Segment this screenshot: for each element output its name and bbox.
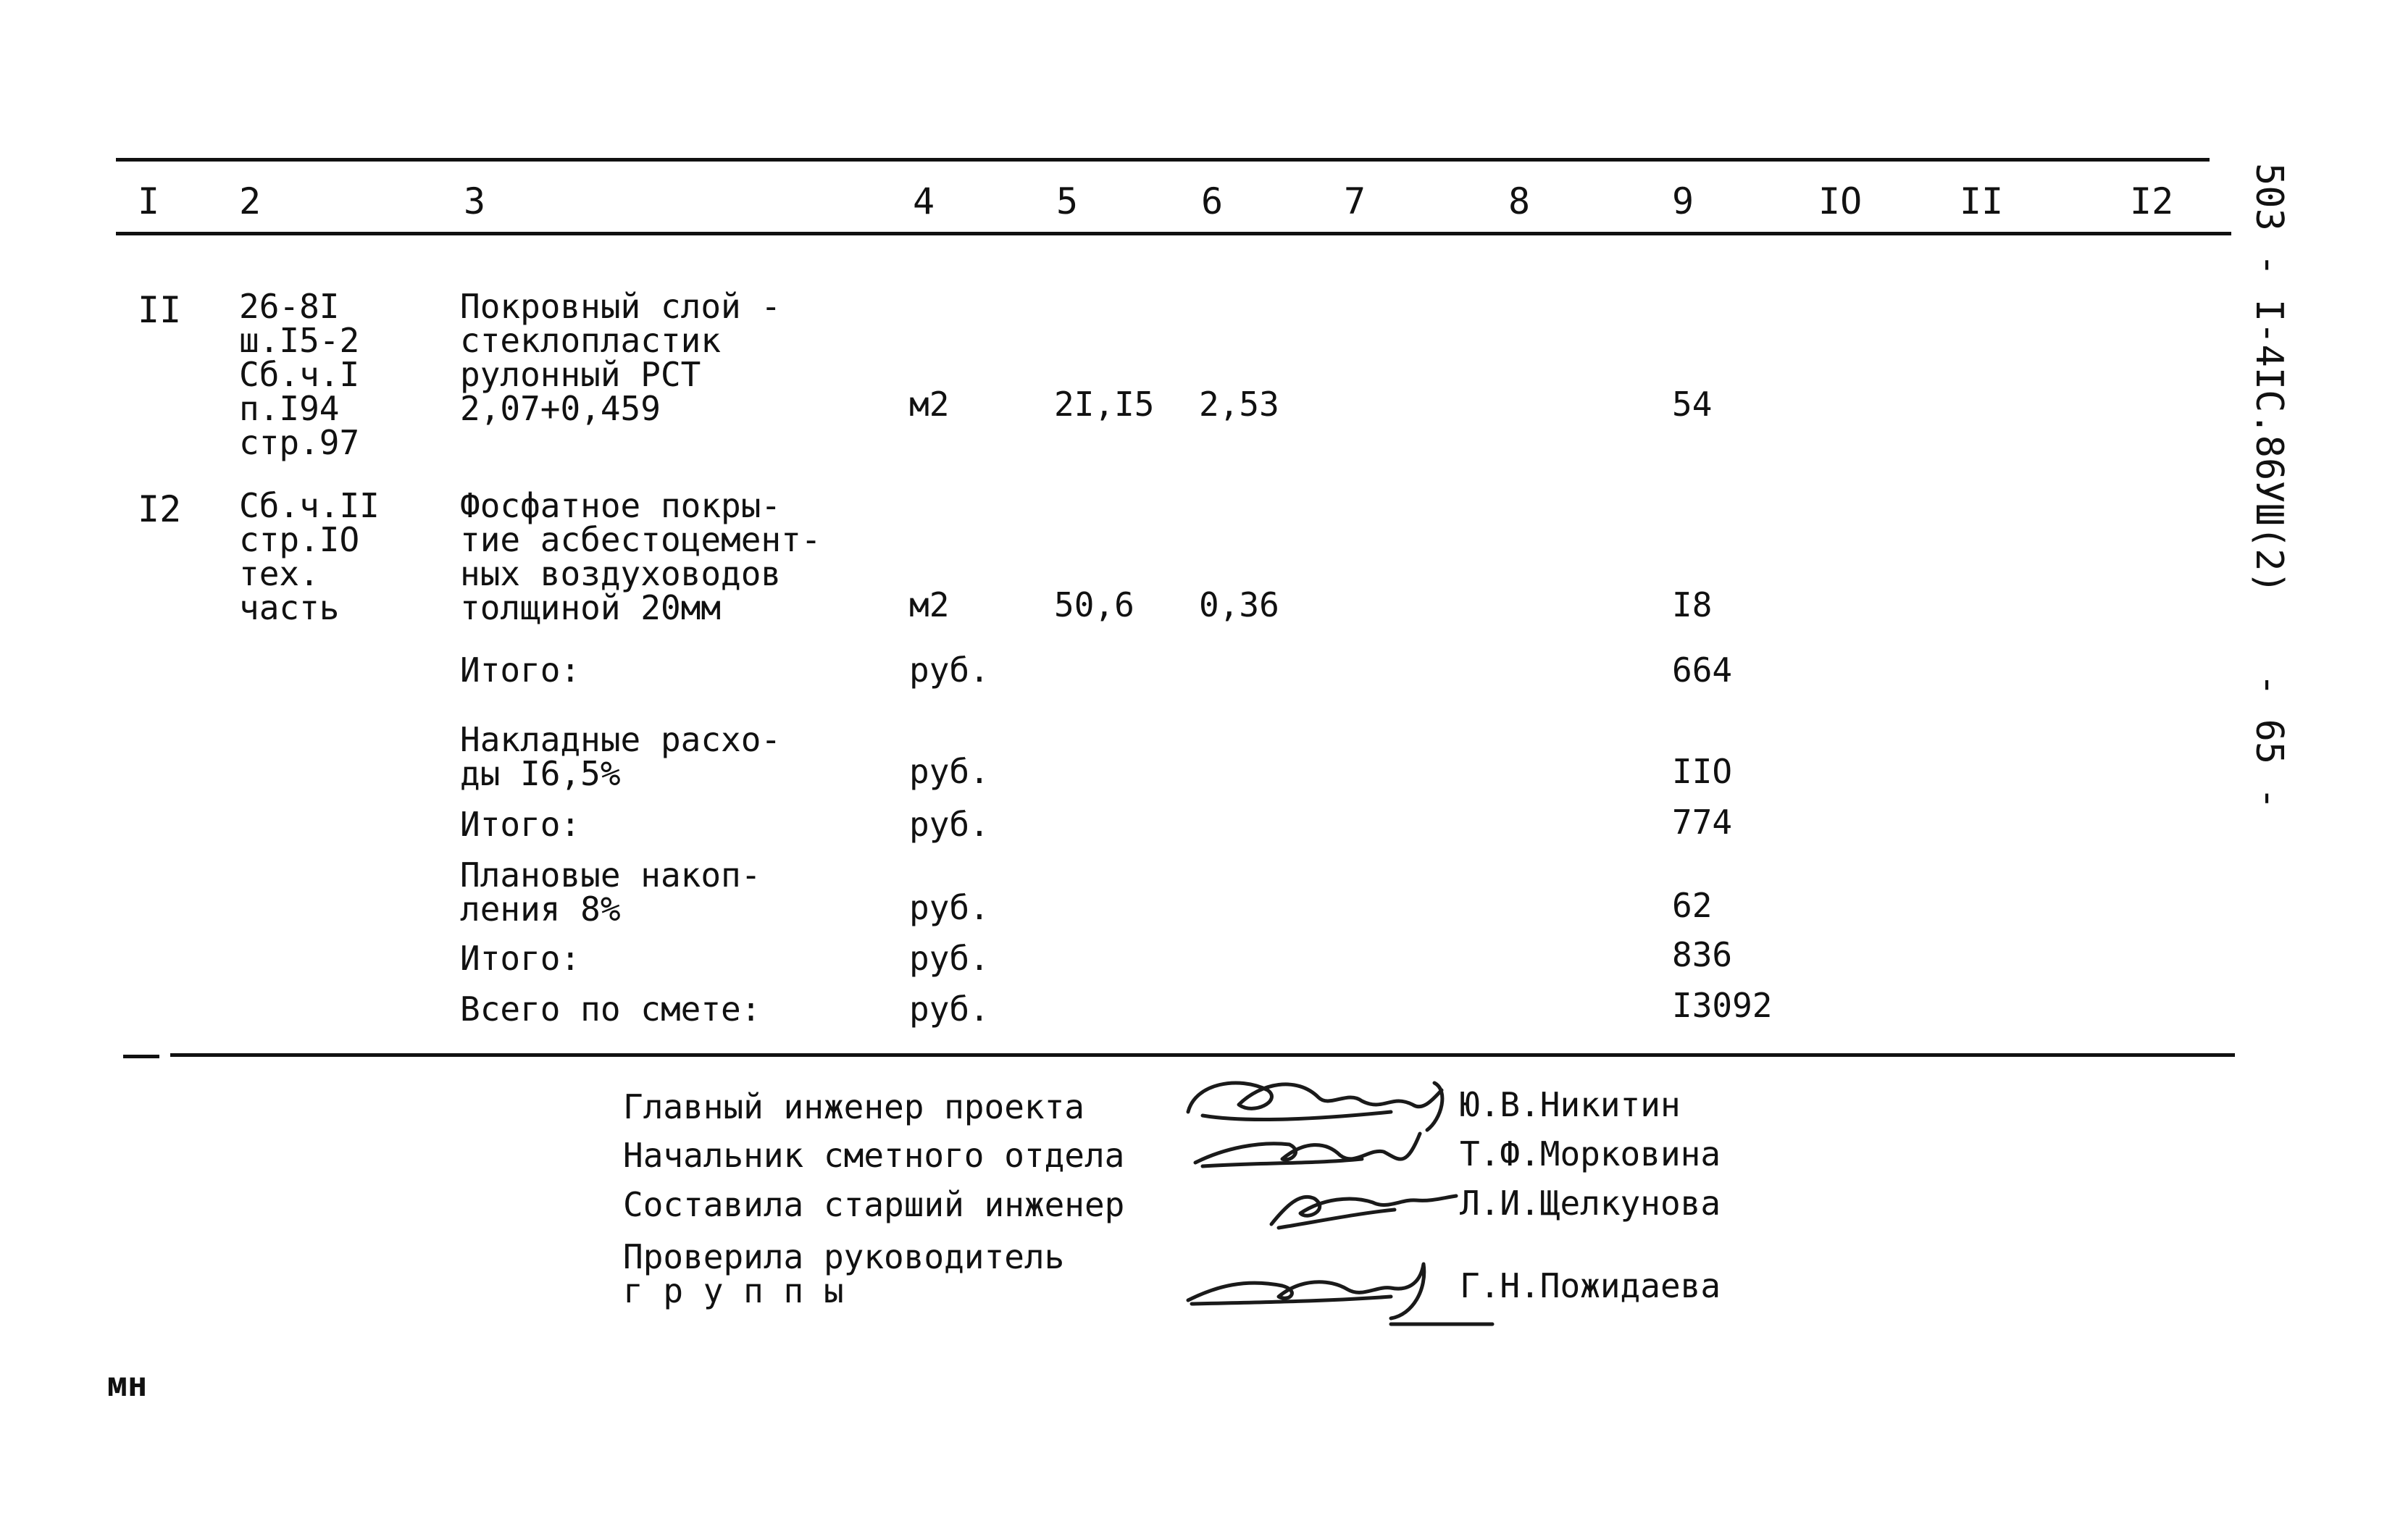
summary-unit: руб. bbox=[909, 650, 990, 690]
summary-unit: руб. bbox=[909, 805, 990, 844]
row-number: I2 bbox=[138, 488, 182, 530]
table-top-rule bbox=[116, 158, 2210, 162]
footer-mark: мн bbox=[107, 1365, 148, 1404]
table-bottom-rule-stub bbox=[123, 1055, 159, 1058]
column-header: 4 bbox=[913, 180, 935, 222]
column-header: I bbox=[138, 180, 160, 222]
row-description: Фосфатное покры- тие асбестоцемент- ных воздуховодов толщиной 20мм bbox=[460, 486, 822, 627]
row-quantity: 50,6 bbox=[1054, 585, 1134, 624]
summary-value: I3092 bbox=[1672, 986, 1773, 1025]
table-bottom-rule bbox=[170, 1053, 2235, 1057]
row-number: II bbox=[138, 289, 182, 331]
signature-scribble-3 bbox=[1250, 1170, 1467, 1239]
summary-label: Итого: bbox=[460, 939, 581, 978]
signature-scribble-4 bbox=[1174, 1246, 1492, 1326]
summary-label: Плановые накоп- ления 8% bbox=[460, 855, 761, 929]
row-unit: м2 bbox=[909, 585, 950, 624]
summary-label: Итого: bbox=[460, 650, 581, 690]
row-reference: Сб.ч.II стр.IO тех. часть bbox=[239, 486, 380, 627]
row-total: 54 bbox=[1672, 385, 1713, 424]
column-header: 3 bbox=[464, 180, 486, 222]
column-header: 6 bbox=[1201, 180, 1224, 222]
signature-name: Г.Н.Пожидаева bbox=[1460, 1266, 1721, 1305]
summary-unit: руб. bbox=[909, 888, 990, 927]
summary-value: 62 bbox=[1672, 886, 1713, 925]
summary-label: Всего по смете: bbox=[460, 989, 761, 1029]
signature-role: Проверила руководитель г р у п п ы bbox=[623, 1237, 1065, 1310]
signature-role: Главный инженер проекта bbox=[623, 1087, 1084, 1126]
column-header: 2 bbox=[239, 180, 262, 222]
margin-document-code: 503 - I-4IC.86УШ(2) bbox=[2247, 163, 2291, 594]
summary-value: 664 bbox=[1672, 650, 1733, 690]
column-header: 5 bbox=[1056, 180, 1079, 222]
summary-unit: руб. bbox=[909, 939, 990, 978]
row-reference: 26-8I ш.I5-2 Сб.ч.I п.I94 стр.97 bbox=[239, 287, 360, 462]
summary-value: 836 bbox=[1672, 935, 1733, 974]
row-unit: м2 bbox=[909, 385, 950, 424]
row-unit-price: 2,53 bbox=[1199, 385, 1279, 424]
summary-value: IIO bbox=[1672, 752, 1733, 791]
margin-page-number: - 65 - bbox=[2247, 674, 2291, 810]
signature-name: Т.Ф.Морковина bbox=[1460, 1134, 1721, 1173]
summary-label: Итого: bbox=[460, 805, 581, 844]
column-header: 7 bbox=[1344, 180, 1366, 222]
row-unit-price: 0,36 bbox=[1199, 585, 1279, 624]
signature-name: Л.И.Щелкунова bbox=[1460, 1184, 1721, 1223]
summary-unit: руб. bbox=[909, 989, 990, 1029]
column-header: I2 bbox=[2130, 180, 2174, 222]
table-header-rule bbox=[116, 232, 2231, 235]
signature-name: Ю.В.Никитин bbox=[1460, 1085, 1681, 1124]
row-total: I8 bbox=[1672, 585, 1713, 624]
column-header: IO bbox=[1818, 180, 1863, 222]
row-description: Покровный слой - стеклопластик рулонный РСТ 2,07+0,459 bbox=[460, 287, 782, 428]
column-header: 8 bbox=[1508, 180, 1531, 222]
signature-role: Начальник сметного отдела bbox=[623, 1136, 1125, 1175]
summary-unit: руб. bbox=[909, 752, 990, 791]
column-header: 9 bbox=[1672, 180, 1694, 222]
row-quantity: 2I,I5 bbox=[1054, 385, 1155, 424]
summary-label: Накладные расхо- ды I6,5% bbox=[460, 720, 782, 793]
column-header: II bbox=[1960, 180, 2004, 222]
summary-value: 774 bbox=[1672, 803, 1733, 842]
signature-role: Составила старший инженер bbox=[623, 1185, 1125, 1224]
